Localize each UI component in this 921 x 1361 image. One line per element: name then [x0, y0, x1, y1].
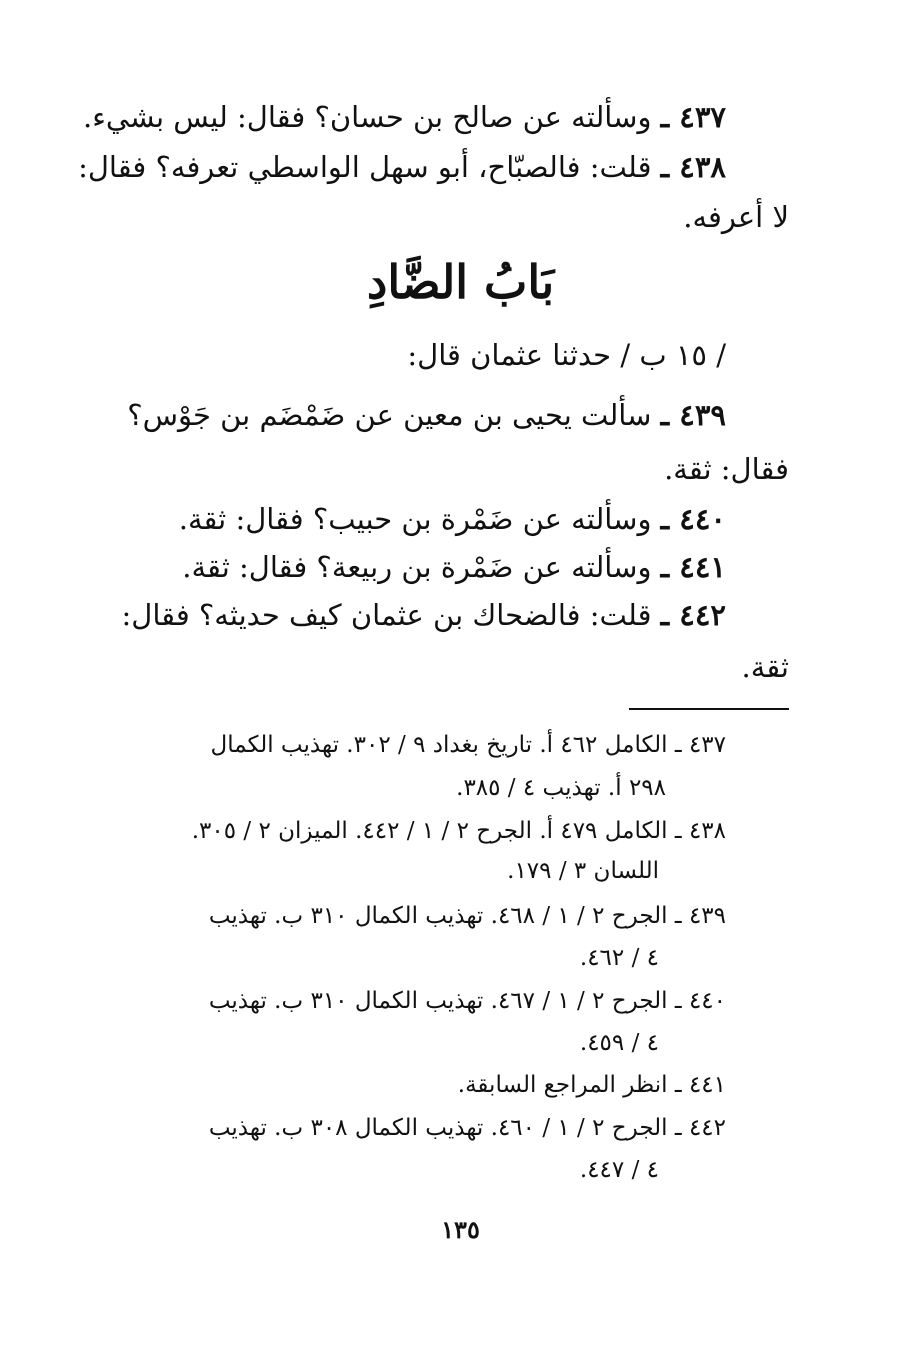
entry-439-number: ٤٣٩ ـ [660, 398, 726, 432]
entry-442-continuation: ثقة. [741, 650, 789, 684]
entry-442-line [121, 598, 726, 633]
footnote-438-line2: اللسان ٣ / ١٧٩. [507, 858, 659, 884]
footnote-439-line2: ٤ / ٤٦٢. [579, 945, 659, 971]
entry-440-text: وسألته عن ضَمْرة بن حبيب؟ فقال: ثقة. [178, 502, 652, 536]
entry-441-line [182, 550, 726, 585]
entry-437-text: وسألته عن صالح بن حسان؟ فقال: ليس بشيء. [83, 100, 652, 134]
chapter-heading: بَابُ الضَّادِ [366, 255, 555, 309]
footnote-437-line1: ٤٣٧ ـ الكامل ٤٦٢ أ. تاريخ بغداد ٩ / ٣٠٢. تهذيب الكمال [210, 732, 726, 758]
footnote-439-line1: ٤٣٩ ـ الجرح ٢ / ١ / ٤٦٨. تهذيب الكمال ٣١٠ ب. تهذيب [208, 903, 726, 929]
entry-441-number: ٤٤١ ـ [660, 550, 726, 584]
footnote-438-line1: ٤٣٨ ـ الكامل ٤٧٩ أ. الجرح ٢ / ١ / ٤٤٢. الميزان ٢ / ٣٠٥. [191, 818, 726, 844]
entry-439-line [127, 398, 726, 433]
entry-438-text: قلت: فالصبّاح، أبو سهل الواسطي تعرفه؟ فقال: [78, 150, 652, 184]
entry-439-continuation: فقال: ثقة. [664, 452, 789, 486]
entry-442-number: ٤٤٢ ـ [660, 598, 726, 632]
entry-438-line [78, 150, 726, 185]
entry-440-number: ٤٤٠ ـ [660, 502, 726, 536]
entry-439-text: سألت يحيى بن معين عن ضَمْضَم بن جَوْس؟ [127, 398, 652, 432]
folio-line: / ١٥ ب / حدثنا عثمان قال: [407, 338, 726, 372]
entry-438-continuation: لا أعرفه. [683, 200, 789, 234]
page-number: ١٣٥ [441, 1215, 480, 1244]
footnote-440-line1: ٤٤٠ ـ الجرح ٢ / ١ / ٤٦٧. تهذيب الكمال ٣١٠ ب. تهذيب [208, 988, 726, 1014]
entry-437-number: ٤٣٧ ـ [660, 100, 726, 134]
entry-438-number: ٤٣٨ ـ [660, 150, 726, 184]
footnote-437-line2: ٢٩٨ أ. تهذيب ٤ / ٣٨٥. [456, 775, 666, 801]
footnote-441-line1: ٤٤١ ـ انظر المراجع السابقة. [457, 1072, 726, 1098]
entry-441-text: وسألته عن ضَمْرة بن ربيعة؟ فقال: ثقة. [182, 550, 652, 584]
entry-442-text: قلت: فالضحاك بن عثمان كيف حديثه؟ فقال: [121, 598, 652, 632]
footnote-442-line2: ٤ / ٤٤٧. [579, 1157, 659, 1183]
entry-440-line [179, 502, 726, 537]
entry-437-line [83, 100, 726, 135]
footnote-440-line2: ٤ / ٤٥٩. [579, 1030, 659, 1056]
footnote-divider [629, 708, 789, 710]
footnote-442-line1: ٤٤٢ ـ الجرح ٢ / ١ / ٤٦٠. تهذيب الكمال ٣٠٨ ب. تهذيب [208, 1115, 726, 1141]
